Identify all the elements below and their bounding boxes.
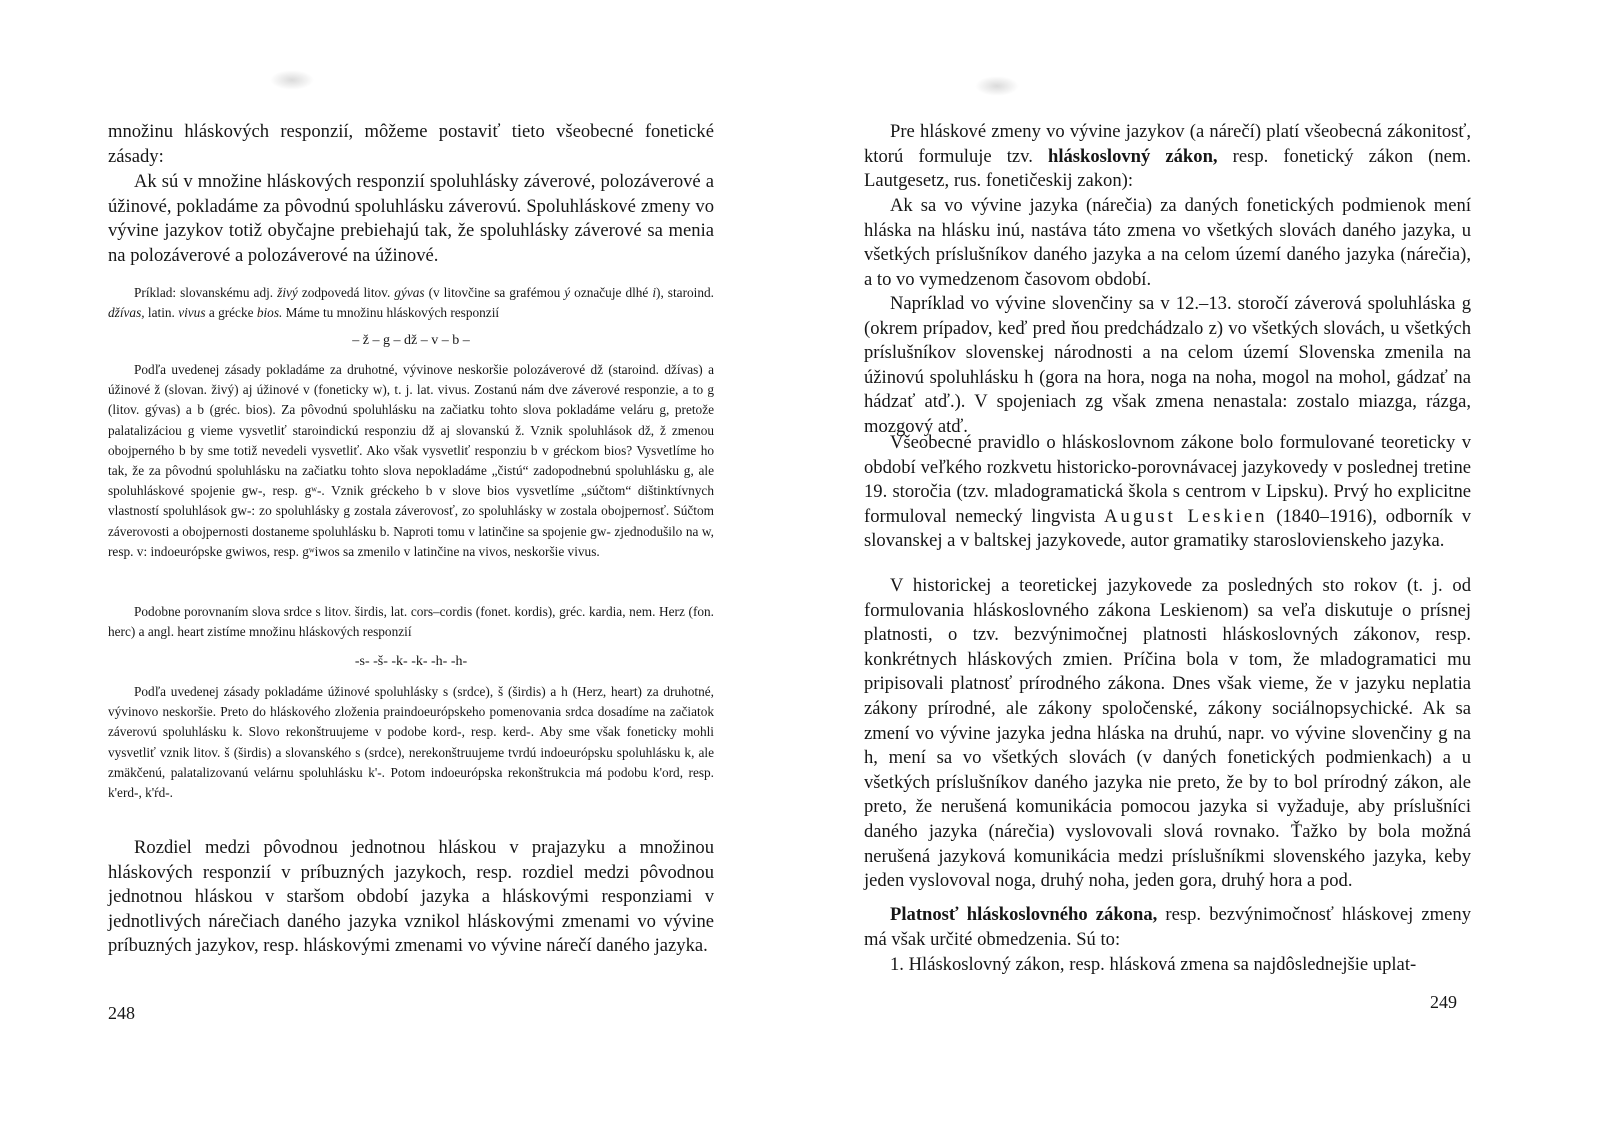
law-definition-paragraph: Ak sa vo vývine jazyka (nárečia) za daných fonetických podmienok mení hláska na hlásku inú, nastáva táto zmena vo všetkých slovách daného jazyka, u všetkých príslušníkov daného jazyka a na celom území daného jazyka (nárečia), a to vo vymedzenom časovom období. bbox=[864, 195, 1471, 290]
responses-formula-1: – ž – g – dž – v – b – bbox=[352, 333, 470, 348]
history-paragraph: Všeobecné pravidlo o hláskoslovnom zákone bolo formulované teoreticky v období veľkého rozkvetu historicko-porovnávacej jazykovedy v poslednej tretine 19. storočia (tzv. mladogramatická škola s centrom v Lipsku). Prvý ho explicitne formuloval nemecký lingvista August Leskien (1840–1916), odborník v slovanskej a v baltskej jazykovede, autor gramatiky staroslovienskeho jazyka. bbox=[864, 432, 1471, 552]
list-item: 1. Hláskoslovný zákon, resp. hlásková zmena sa najdôslednejšie uplat- bbox=[890, 954, 1417, 975]
explanation-paragraph-2: Podľa uvedenej zásady pokladáme úžinové spoluhlásky s (srdce), š (širdis) a h (Herz, heart) za druhotné, vývinovo neskoršie. Preto do hláskového zloženia praindoeurópskeho pomenovania srdca dosadíme na začiatok záverovú spoluhlásku k. Slovo rekonštruujeme v podobe kord-, resp. kerd-. Aby sme však foneticky mohli vysvetliť vznik litov. š (širdis) a slovanského s (srdce), nerekonštruujeme tvrdú indoeurópsku spoluhlásku k, ale zmäkčenú, palatalizovanú velárnu spoluhlásku k'-. Potom indoeurópska rekonštrukcia má podobu k'ord, resp. k'erd-, k'ŕd-. bbox=[108, 684, 714, 801]
scan-speck bbox=[270, 70, 314, 90]
law-intro-paragraph: Pre hláskové zmeny vo vývine jazykov (a nárečí) platí všeobecná zákonitosť, ktorú formuluje tzv. hláskoslovný zákon, resp. fonetický zákon (nem. Lautgesetz, rus. fonetičeskij zakon): bbox=[864, 121, 1471, 192]
explanation-paragraph-1: Podľa uvedenej zásady pokladáme za druhotné, vývinove neskoršie polozáverové dž (staroind. džívas) a úžinové ž (slovan. živý) aj úžinové v (foneticky w), t. j. lat. vivus. Zostanú nám dve záverové responzie, a to g (litov. gývas) a b (gréc. bios). Za pôvodnú spoluhlásku na začiatku tohto slova pokladáme veláru g, pretože palatalizáciou g vieme vysvetliť staroindickú responziu dž aj slovanskú ž. Vznik spoluhlások dž, ž zmenou obojperného b by sme totiž nevedeli vysvetliť. Ako však vysvetliť responziu b v gréckom bios? Vysvetlíme ho tak, že za pôvodnú spoluhlásku na začiatku tohto slova nepokladáme „čistú“ zadopodnebnú spoluhlásku g, ale spoluhláskové spojenie gw-, resp. gʷ-. Vznik gréckeho b v slove bios vysvetlíme „súčtom“ dištinktívnych vlastností spoluhlások gw-: zo spoluhlásky g zostala záverovosť, zo spoluhlásky w zostala obojpernosť. Súčtom záverovosti a obojpernosti dostaneme spoluhlásku b. Naproti tomu v latinčine sa spojenie gw- zjednodušilo na w, resp. v: indoeurópske gwiwos, resp. gʷiwos sa zmenilo v latinčine na vivos, neskoršie vivus. bbox=[108, 362, 714, 559]
difference-paragraph: Rozdiel medzi pôvodnou jednotnou hláskou v prajazyku a množinou hláskových responzií v príbuzných jazykoch, resp. rozdiel medzi pôvodnou jednotnou hláskou v staršom období jazyka a hláskovými responziami v jednotlivých nárečiach daného jazyka vznikol hláskovými zmenami vo vývine príbuzných jazykov, resp. hláskovými zmenami vo vývine nárečí daného jazyka. bbox=[108, 837, 714, 957]
slovak-example-paragraph: Napríklad vo vývine slovenčiny sa v 12.–13. storočí záverová spoluhláska g (okrem prípadov, keď pred ňou predchádzalo z) vo všetkých slovách, u všetkých príslušníkov slovenskej národnosti a na celom území Slovenska zmenila na úžinovú spoluhlásku h (gora na hora, noga na noha, mogol na mohol, gádzať na hádzať atď.). V spojeniach zg však zmena nenastala: zostalo miazga, rázga, mozgový atď. bbox=[864, 293, 1471, 437]
responses-formula-2: -s- -š- -k- -k- -h- -h- bbox=[354, 654, 468, 669]
phonetic-rule-paragraph: Ak sú v množine hláskových responzií spoluhlásky záverové, polozáverové a úžinové, pokladáme za pôvodnú spoluhlásku záverovú. Spoluhláskové zmeny vo vývine jazykov totiž obyčajne prebiehajú tak, že spoluhlásky záverové sa menia na polozáverové a polozáverové na úžinové. bbox=[108, 171, 714, 266]
scan-speck bbox=[975, 76, 1019, 96]
page-number: 249 bbox=[1430, 992, 1457, 1012]
page-number: 248 bbox=[108, 1003, 135, 1023]
comparison-paragraph: Podobne porovnaním slova srdce s litov. širdis, lat. cors–cordis (fonet. kordis), gréc. kardia, nem. Herz (fon. herc) a angl. heart zistíme množinu hláskových responzií bbox=[108, 604, 714, 640]
discussion-paragraph: V historickej a teoretickej jazykovede za posledných sto rokov (t. j. od formulovania hláskoslovného zákona Leskienom) sa veľa diskutuje o prísnej platnosti, o tzv. bezvýnimočnej platnosti hláskoslovných zákonov, resp. konkrétnych hláskových zmien. Príčina bola v tom, že mladogramatici mu pripisovali platnosť prírodného zákona. Dnes však vieme, že v jazyku neplatia zákony prírodné, ale zákony spoločenské, zákony sociálnopsychické. Ak sa zmení vo vývine jazyka jedna hláska na druhú, napr. vo vývine slovenčiny g na h, mení sa vo všetkých slovách (v daných fonetických podmienkach) a u všetkých príslušníkov daného jazyka nie preto, že by to bol prírodný zákon, ale preto, že nerušená komunikácia pomocou jazyka si vyžaduje, aby príslušníci daného jazyka (nárečia) vyslovovali slová rovnako. Ťažko by bola možná nerušená jazyková komunikácia medzi príslušníkmi slovenského jazyka, keby jeden vyslovoval noga, druhý noha, jeden gora, druhý hora a pod. bbox=[864, 575, 1471, 892]
intro-paragraph: množinu hláskových responzií, môžeme postaviť tieto všeobecné fonetické zásady: bbox=[108, 121, 714, 167]
validity-paragraph: Platnosť hláskoslovného zákona, resp. bezvýnimočnosť hláskovej zmeny má však určité obmedzenia. Sú to: bbox=[864, 904, 1471, 950]
example-paragraph: Príklad: slovanskému adj. živý zodpovedá litov. gývas (v litovčine sa grafémou ý označuje dlhé i), staroind. džívas, latin. vivus a grécke bios. Máme tu množinu hláskových responzií bbox=[108, 285, 714, 321]
right-page bbox=[800, 0, 1600, 1133]
